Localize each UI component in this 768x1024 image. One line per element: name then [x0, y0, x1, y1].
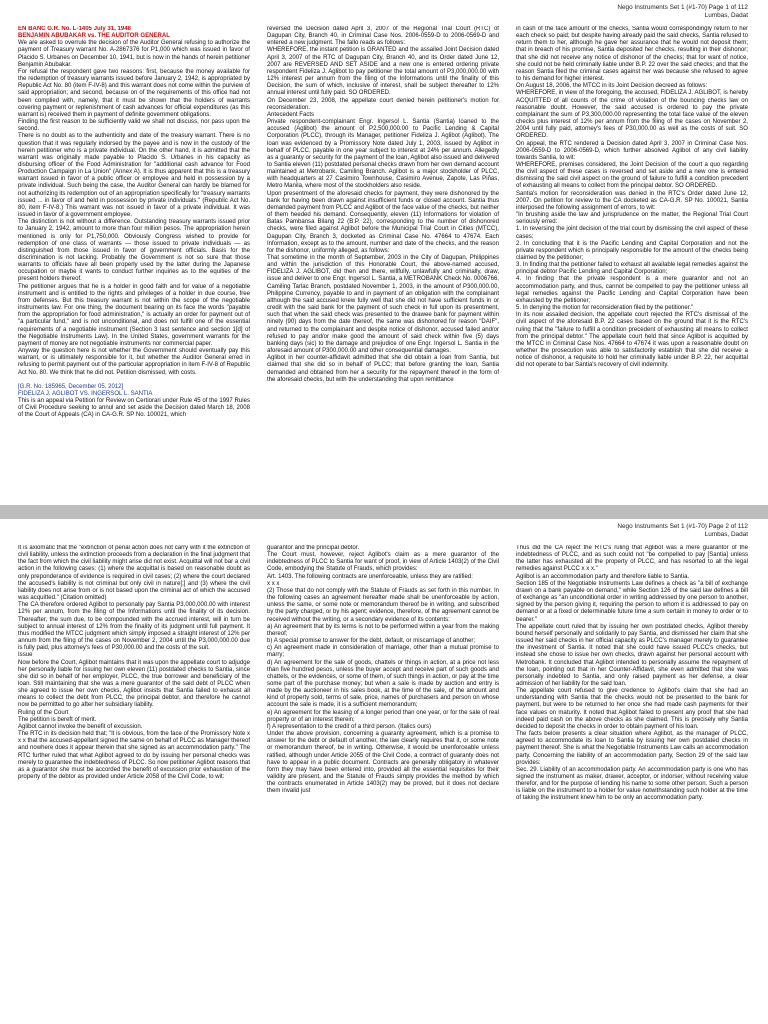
paragraph: Issue — [18, 652, 33, 659]
paragraph: [G.R. No. 185965, December 05, 2012] FIDELIZA J. AGLIBOT VS. INGERSOL L. SANTIA — [18, 383, 153, 397]
paragraph: Under the above provision, concerning a guaranty agreement, which is a promise to answer for the debt or default of another, the law clearly requires that it, or some note or memorandum thereof, be in writing. Otherwise, it would be unenforceable unless ratified, although under Article 2055 of the Civil Code, a contract of guaranty does not have to appear in a public document. Contracts are generally obligatory in whatever form they may have been entered into, provided all the essential requisites for their validity are present, and the Statute of Frauds simply provides the method by which the contracts enumerated in Article 1403(2) may be proved, but it does not declare them invalid just — [267, 731, 499, 795]
paragraph: Art. 1403. The following contracts are unenforceable, unless they are ratified: — [267, 573, 473, 580]
document-page-2 — [0, 519, 768, 1024]
paragraph: In its now assailed decision, the appellate court rejected the RTC's dismissal of the civil aspect of the aforesaid B.P. 22 cases based on the ground that it is the RTC's ruling that the "failure to fulfill a condition precedent of exhausting all means to collect from the principal debtor." The appellate court held that since Aglibot is acquitted by the MTCC in Criminal Case Nos. 47664 to 47674 it was upon a reasonable doubt on whether the prosecution was able to satisfactorily establish that she did receive a notice of dishonor, a requisite to hold her criminally liable under B.P. 22, her acquittal did not operate to bar Santia's recovery of civil indemnity. — [516, 312, 748, 369]
paragraph: a) An agreement that by its terms is not to be performed within a year from the making thereof; b) A special promise to answer for the debt, default, or miscarriage of another; c) An agreement made in consideration of marriage, other than a mutual promise to marry; d) An agreement for the sale of goods, chattels or things in action, at a price not less than five hundred pesos, unless the buyer accept and receive part of such goods and chattels, or the evidences, or some of them, of such things in action, or pay at the time some part of the purchase money; but when a sale is made by auction and entry is made by the auctioneer in his sales book, at the time of the sale, of the amount and kind of property sold, terms of sale, price, names of purchasers and person on whose account the sale is made, it is a sufficient memorandum; e) An agreement for the leasing of a longer period than one year, or for the sale of real property or of an interest therein; f) A representation to the credit of a third person. (Italics ours) — [267, 623, 499, 730]
paragraph: The petition is bereft of merit. — [18, 716, 97, 723]
paragraph: Santia's motion for reconsideration was denied in the RTC's Order dated June 12, 2007. On petition for review to the CA docketed as CA-G.R. SP No. 100021, Santia interposed the following assignment of errors, to wit: — [516, 190, 748, 211]
paragraph: The facts below presents a clear situation where Aglibot, as the manager of PLCC, agreed to accommodate its loan to Santia by issuing her own postdated checks in payment thereof. She is what the Negotiable Instruments Law calls an accommodation party. Concerning the liability of an accommodation party, Section 29 of the said law provides: — [516, 731, 748, 766]
paragraph: Aglibot in her counter-affidavit admitted that she did obtain a loan from Santia, but claimed that she did so in behalf of PLCC; that before granting the loan, Santia demanded and obtained from her a security for the repayment thereof in the form of the aforesaid checks, but with the understanding that upon remittance — [267, 355, 499, 383]
paragraph: Aglibot cannot invoke the benefit of excussion. — [18, 723, 143, 730]
paragraph: WHEREFORE, the instant petition is GRANTED and the assailed Joint Decision dated April 3, 2007 of the RTC of Dagupan City, Branch 40, and its Order dated June 12, 2007 are REVERSED AND SET ASIDE and a new one is entered ordering private respondent Fideliza J. Aglibot to pay petitioner the total amount of P3,000,000.00 with 12% interest per annum from the filing of the Informations until the finality of this Decision, the sum of which, inclusive of interest, shall be subject thereafter to 12% annual interest until fully paid. SO ORDERED. — [267, 47, 499, 97]
text-column-1 — [18, 26, 250, 501]
paragraph: It is axiomatic that the "extinction of penal action does not carry with it the extinction of civil liability, unless the extinction proceeds from a declaration in the final judgment that the fact from which the civil liability might arise did not exist. Acquittal will not bar a civil action in the following cases: (1) where the acquittal is based on reasonable doubt as only preponderance of evidence is required in civil cases; (2) where the court declared the accused's liability is not criminal but only civil in nature[;] and (3) where the civil liability does not arise from or is not based upon the criminal act of which the accused was acquitted." (Citation omitted) — [18, 545, 250, 602]
paragraph: The CA therefore ordered Aglibot to personally pay Santia P3,000,000.00 with interest 12% per annum, from the filing of the Informations until the finality of its decision. Thereafter, the sum due, to be compounded with the accrued interest, will in turn be subject to annual interest of 12% from the finality of its judgment until full payment. It thus modified the MTCC judgment which simply imposed a straight interest of 12% per annum from the filing of the cases on November 2, 2004 until the P3,000,000.00 due is fully paid, plus attorney's fees of P30,000.00 and the costs of the suit. — [18, 602, 250, 652]
paragraph: Aglibot is an accommodation party and therefore liable to Santia. — [516, 573, 690, 580]
paragraph: WHEREFORE, premises considered, the Joint Decision of the court a quo regarding the civil aspect of these cases is reversed and set aside and a new one is entered dismissing the said civil aspect on the ground of failure to fulfill a condition precedent of exhausting all means to collect from the principal debtor. SO ORDERED. — [516, 161, 748, 190]
paragraph: The Court must, however, reject Aglibot's claim as a mere guarantor of the indebtedness of PLCC to Santia for want of proof, in view of Article 1403(2) of the Civil Code, embodying the Statute of Frauds, which provides: — [267, 552, 499, 573]
paragraph: Sec. 29. Liability of an accommodation party. An accommodation party is one who has signed the instrument as maker, drawer, acceptor, or indorser, without receiving value therefor, and for the purpose of lending his name to some other person. Such a person is liable on the instrument to a holder for value notwithstanding such holder at the time of taking the instrument knew him to be only an accommodation party. — [516, 766, 748, 802]
paragraph: guarantor and the principal debtor. — [267, 545, 360, 551]
text-column-3 — [516, 545, 748, 1020]
text-column-1 — [18, 545, 250, 1020]
paragraph: Thus did the CA reject the RTC's ruling that Aglibot was a mere guarantor of the indebtedness of PLCC, and as such could not "be compelled to pay [Santia] unless the latter has exhausted all the property of PLCC, and has resorted to all the legal remedies against PLCC x x x." — [516, 545, 748, 573]
paragraph: That sometime in the month of September, 2003 in the City of Dagupan, Philippines and within the jurisdiction of this Honorable Court, the above-named accused, FIDELIZA J. AGLIBOT, did then and there, willfully, unlawfully and criminally, draw, issue and deliver to one Engr. Ingersol L. Santia, a METROBANK Check No. 0006766, Camiling Tarlac Branch, postdated November 1, 2003, in the amount of P300,000.00, Philippine Currency, payable to and in payment of an obligation with the complainant although the said accused knew fully well that she did not have sufficient funds in or credit with the said bank for the payment of such check in full upon its presentment, such that when the said check was presented to the drawee bank for payment within ninety (90) days from the date thereof, the same was dishonored for reason "DAIF", and returned to the complainant and despite notice of dishonor, accused failed and/or refused to pay and/or make good the amount of said check within five (5) days banking days (sic) to the damage and prejudice of one Engr. Ingersol L. Santia in the aforesaid amount of P300,000.00 and other consequential damages. — [267, 255, 499, 355]
paragraph: Ruling of the Court — [18, 709, 69, 716]
paragraph: The appellate court ruled that by issuing her own postdated checks, Aglibot thereby bound herself personally and solidarily to pay Santia, and dismissed her claim that she issued her said checks in her official capacity as PLCC's manager merely to guarantee the investment of Santia. It noted that she could have issued PLCC's checks, but instead she chose to issue her own checks, drawn against her personal account with Metrobank. It concluded that Aglibot intended to personally assume the repayment of the loan, pointing out that in her Counter-Affidavit, she even admitted that she was personally indebted to Santia, and only raised payment as her defense, a clear admission of her liability for the said loan. — [516, 623, 748, 687]
paragraph: Section 185 of the Negotiable Instruments Law defines a check as "a bill of exchange drawn on a bank payable on demand," while Section 126 of the said law defines a bill of exchange as "an unconditional order in writing addressed by one person to another, signed by the person giving it, requiring the person to whom it is addressed to pay on demand or at a fixed or determinable future time a sum certain in money to order or to bearer." — [516, 580, 748, 623]
paragraph: On appeal, the RTC rendered a Decision dated April 3, 2007 in Criminal Case Nos. 2006-0559-D to 2006-0569-D, which further absolved Aglibot of any civil liability towards Santia, to wit: — [516, 140, 748, 161]
paragraph: The petitioner argues that he is a holder in good faith and for value of a negotiable instrument and is entitled to the rights and privileges of a holder in due course, free from defenses. But this treasury warrant is not within the scope of the negotiable instruments law. For one thing, the document bearing on its face the words "payable from the appropriation for food administration," is actually an order for payment out of "a particular fund," and is not unconditional, and does not fulfill one of the essential requirements of a negotiable instrument (Section 3 last sentence and section 1[d] of the Negotiable Instruments Law). In the United States, government warrants for the payment of money are not negotiable instruments nor commercial paper. — [18, 283, 250, 347]
paragraph: Upon presentment of the aforesaid checks for payment, they were dishonored by the bank for having been drawn against insufficient funds or closed account. Santia thus demanded payment from PLCC and Aglibot of the face value of the checks, but neither of them heeded his demand. Consequently, eleven (11) Informations for violation of Batas Pambansa Bilang 22 (B.P. 22), corresponding to the number of dishonored checks, were filed against Aglibot before the Municipal Trial Court in Cities (MTCC), Dagupan City, Branch 3, docketed as Criminal Case No. 47664 to 47674. Each Information, except as to the amount, number and date of the checks, and the reason for the dishonor, uniformly alleged, as follows: — [267, 190, 499, 254]
paragraph: For refusal the respondent gave two reasons: first, because the money available for the redemption of treasury warrants issued before January 2, 1942, is appropriated by Republic Act No. 80 (item F-IV-8) and this warrant does not come within the purview of said appropriation; and second, because on of the requirements of this office had not been complied with, namely, that it must be shown that the holders of warrants covering payment or replenishment of cash advances for official expenditures (as this warrant is) received them in payment of definite government obligations. — [18, 68, 250, 118]
paragraph: Private respondent-complainant Engr. Ingersol L. Santia (Santia) loaned to the accused (Aglibot) the amount of P2,500,000.00 to Pacific Lending & Capital Corporation (PLCC), through its Manager, petitioner Fideliza J. Aglibot (Aglibot). The loan was evidenced by a Promissory Note dated July 1, 2003, issued by Aglibot in behalf of PLCC, payable in one year subject to interest at 24% per annum. Allegedly as a guaranty or security for the payment of the loan, Aglibot also issued and delivered to Santia eleven (11) postdated personal checks drawn from her own demand account maintained at Metrobank, Camiling Branch. Aglibot is a major stockholder of PLCC, with headquarters at 27 Casimiro Townhouse, Casimiro Avenue, Zapote, Las Piñas, Metro Manila, where most of the stockholders also reside. — [267, 119, 499, 190]
paragraph: in cash of the face amount of the checks, Santia would correspondingly return to her each check so paid; but despite having already paid the said checks, Santia refused to return them to her, although he gave her assurance that he would not deposit them; that in breach of his promise, Santia deposited her checks, resulting in their dishonor; that she did not receive any notice of dishonor of the checks; that for want of notice, she could not be held criminally liable under B.P. 22 over the said checks; and that the reason Santia filed the criminal cases against her was because she refused to agree to his demand for higher interest. — [516, 26, 748, 83]
paragraph: WHEREFORE, in view of the foregoing, the accused, FIDELIZA J. AGLIBOT, is hereby ACQUITTED of all counts of the crime of violation of the bouncing checks law on reasonable doubt. However, the said accused is ordered to pay the private complainant the sum of P3,300,000.00 representing the total face value of the eleven checks plus interest of 12% per annum from the filing of the cases on November 2, 2004 until fully paid, attorney's fees of P30,000.00 as well as the costs of suit. SO ORDERED. — [516, 90, 748, 140]
paragraph: 1. In reversing the joint decision of the trial court by dismissing the civil aspect of these cases; 2. In concluding that it is the Pacific Lending and Capital Corporation and not the private respondent which is principally responsible for the amount of the checks being claimed by the petitioner; 3. In finding that the petitioner failed to exhaust all available legal remedies against the principal debtor Pacific Lending and Capital Corporation; 4. In finding that the private respondent is a mere guarantor and not an accommodation party, and thus, cannot be compelled to pay the petitioner unless all legal remedies against the Pacific Lending and Capital Corporation have been exhausted by the petitioner; 5. In denying the motion for reconsideration filed by the petitioner." — [516, 226, 748, 312]
text-column-2 — [267, 545, 499, 1020]
paragraph: EN BANC G.R. No. L-1405 July 31, 1948 BENJAMIN ABUBAKAR vs. THE AUDITOR GENERAL — [18, 26, 170, 40]
paragraph: We are asked to overrule the decision of the Auditor General refusing to authorize the payment of Treasury warrant No. A-2867376 for P1,000 which was issued in favor of Placido S. Urbanes on December 10, 1941, but is now in the hands of herein petitioner Benjamin Abubakar. — [18, 40, 250, 68]
paragraph: x x x — [267, 580, 280, 587]
text-column-2 — [267, 26, 499, 501]
paragraph: There is no doubt as to the authenticity and date of the treasury warrant. There is no question that it was regularly indorsed by the payee and is now in the custody of the herein petitioner who is a private individual. On the other hand, it is admitted that the warrant was originally made payable to Placido S. Urbanes in his capacity as disbursing officer of the Food Administration for "additional cash advance for Food Production Campaign in La Union" (Annex A). It is thus apparent that this is a treasury warrant issued in favor of a public officer or employee and held in possession by a private individual. Such being the case, the Auditor General can hardly be blamed for not authorizing its redemption out of an appropriation specifically for "treasury warrants issued ... in favor of and held in possession by private individuals." (Republic Act No. 80, item F-IV-8.) This warrant was not issued in favor of a private individual. It was issued in favor of a government employee. — [18, 133, 250, 219]
page-header: Nego Instruments Set 1 (#1-70) Page 1 of 112 Lumbas, Dadat — [617, 4, 748, 19]
paragraph: Finding the first reason to be sufficiently valid we shall not discuss, nor pass upon the second. — [18, 119, 250, 133]
paragraph: Anyway the question here is not whether the Government should eventually pay this warrant, or is ultimately responsible for it, but whether the Auditor General erred in refusing to permit payment out of the particular appropriation in item F-IV-8 of Republic Act No. 80. We think that he did not. Petition dismissed, with costs. — [18, 348, 250, 376]
paragraph: This is an appeal via Petition for Review on Certiorari under Rule 45 of the 1997 Rules of Civil Procedure seeking to annul and set aside the Decision dated March 18, 2008 of the Court of Appeals (CA) in CA-G.R. SP No. 100021, which — [18, 397, 250, 419]
paragraph: Now before the Court, Aglibot maintains that it was upon the appellate court to adjudge her personally liable for issuing her own eleven (11) postdated checks to Santia, since she did so in behalf of her employer, PLCC, the true borrower and beneficiary of the loan. Still maintaining that she was a mere guarantor of the said debt of PLCC when she agreed to issue her own checks, Aglibot insists that Santia failed to exhaust all means to collect the debt from PLCC, the principal debtor, and therefore he cannot now be permitted to go after her subsidiary liability. — [18, 659, 250, 709]
paragraph: "In brushing aside the law and jurisprudence on the matter, the Regional Trial Court seriously erred: — [516, 212, 748, 226]
paragraph: (2) Those that do not comply with the Statute of Frauds as set forth in this number. In the following cases an agreement hereafter made shall be unenforceable by action, unless the same, or some note or memorandum thereof be in writing, and subscribed by the party charged, or by his agent; evidence, therefore, of the agreement cannot be received without the writing, or a secondary evidence of its contents: — [267, 587, 499, 623]
paragraph: Antecedent Facts — [267, 111, 315, 118]
paragraph — [18, 377, 250, 384]
paragraph: On December 23, 2008, the appellate court denied herein petitioner's motion for reconsideration. — [267, 97, 499, 111]
paragraph: The distinction is not without a difference. Outstanding treasury warrants issued prior to January 2, 1942, amount to more than four million pesos. The appropriation herein mentioned is only for P1,750,000. Obviously Congress wished to provide for redemption of one class of warrants — those issued to private individuals — as distinguished from those issued in favor of government officials. Basis for the discrimination is not lacking. Probably the Government is not so sure that those warrants to officials have all been properly used by the latter during the Japanese occupation or maybe it wants to conduct further inquiries as to the equities of the present holders thereof. — [18, 219, 250, 283]
document-page-1 — [0, 0, 768, 505]
paragraph: The appellate court refused to give credence to Aglibot's claim that she had an understanding with Santia that the checks would not be presented to the bank for payment, but were to be returned to her once she had made cash payments for their face values on maturity. It noted that Aglibot failed to present any proof that she had indeed paid cash on the above checks as she claimed. This is precisely why Santia decided to deposit the checks in order to obtain payment of his loan. — [516, 688, 748, 730]
text-column-3 — [516, 26, 748, 501]
page-header: Nego Instruments Set 1 (#1-70) Page 2 of 112 Lumbas, Dadat — [617, 523, 748, 538]
paragraph: On August 18, 2006, the MTCC in its Joint Decision decreed as follows: — [516, 83, 708, 90]
paragraph: The RTC in its decision held that; "It is obvious, from the face of the Promissory Note x x x that the accused-appellant signed the same on behalf of PLCC as Manager thereof and nowhere does it appear therein that she signed as an accommodation party." The RTC further ruled that what Aglibot agreed to do by issuing her personal checks was merely to guarantee the indebtedness of PLCC. So now petitioner Aglibot reasons that as a guarantor she must be accorded the benefit of excussion prior exhaustion of the property of the debtor as provided under Article 2058 of the Civil Code, to wit: — [18, 731, 250, 780]
paragraph: reversed the Decision dated April 3, 2007 of the Regional Trial Court (RTC) of Dagupan City, Branch 40, in Criminal Case Nos. 2006-0559-D to 2006-0569-D and entered a new judgment. The fallo reads as follows: — [267, 26, 499, 47]
